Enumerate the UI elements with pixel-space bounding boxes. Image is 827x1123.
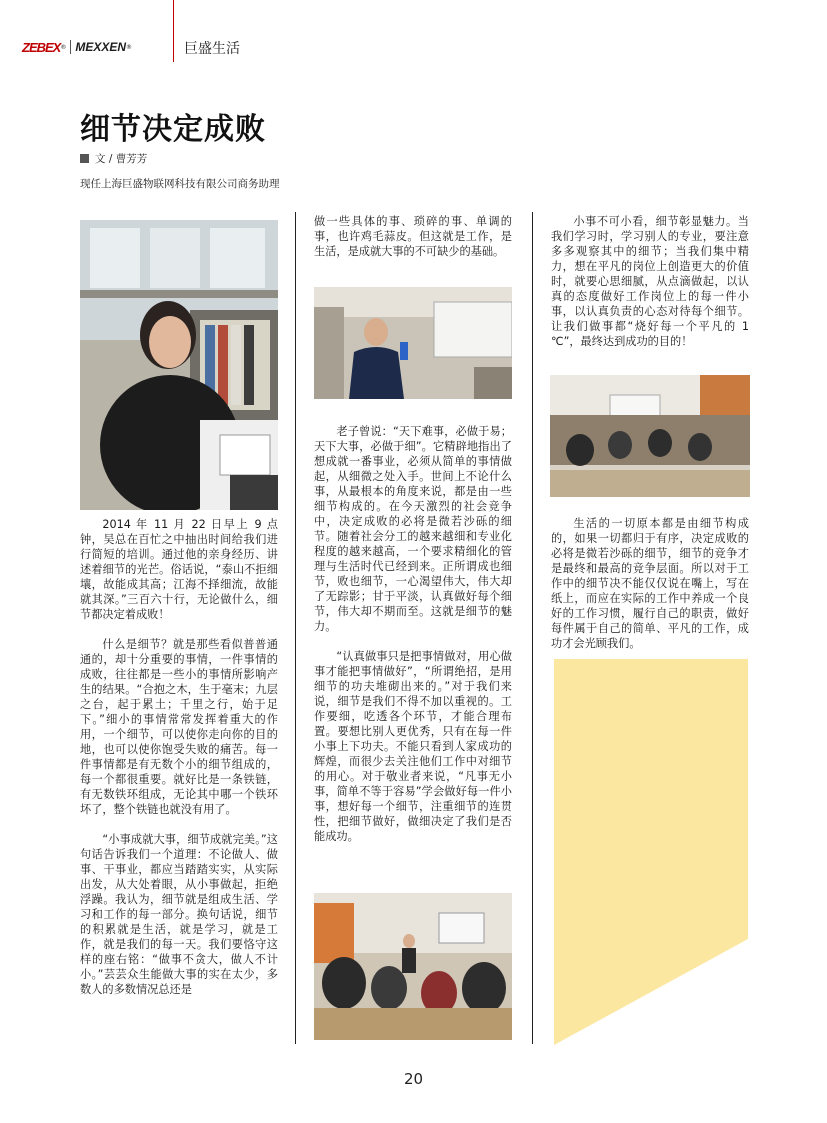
column-divider-2 bbox=[532, 212, 533, 1044]
paragraph: 做一些具体的事、琐碎的事、单调的事，也许鸡毛蒜皮。但这就是工作，是生活，是成就大事的不可缺少的基础。 bbox=[314, 215, 512, 258]
header-divider bbox=[173, 0, 174, 62]
yellow-decoration bbox=[554, 659, 748, 1045]
paragraph: 什么是细节？就是那些看似普普通通的，却十分重要的事情，一件事情的成败，往往都是一些小的事情所影响产生的结果。“合抱之木，生于毫末；九层之台，起于累土；千里之行，始于足下。”细小的事情常常发挥着重大的作用，一个细节，可以使你走向你的目的地，也可以使你饱受失败的痛苦。每一件事情都是有无数个小的细节组成的，每一个都很重要。就好比是一条铁链，有无数铁环组成，无论其中哪一个铁环坏了，整个铁链也就没有用了。 bbox=[80, 638, 278, 816]
column-divider-1 bbox=[295, 212, 296, 1044]
mexxen-logo: MEXXEN bbox=[75, 40, 127, 54]
column-2-body bbox=[314, 424, 512, 859]
author-role: 现任上海巨盛物联网科技有限公司商务助理 bbox=[80, 178, 280, 190]
section-label: 巨盛生活 bbox=[184, 41, 240, 57]
column-3-top bbox=[551, 214, 749, 364]
brand-logo: ZEBEX ® MEXXEN ® bbox=[22, 39, 133, 55]
zebex-logo: ZEBEX bbox=[22, 39, 61, 55]
training-photo-classroom bbox=[314, 893, 512, 1040]
paragraph: “认真做事只是把事情做对，用心做事才能把事情做好”，“所谓绝招，是用细节的功夫堆砌出来的。”对于我们来说，细节是我们不得不加以重视的。工作要细，吃透各个环节，才能合理布置。要想比别人更优秀，只有在每一件小事上下功夫。不能只看到人家成功的辉煌，而很少去关注他们工作中对细节的用心。对于敬业者来说，“凡事无小事，简单不等于容易”学会做好每一件小事，想好每一个细节，注重细节的连贯性，把细节做好，做细决定了我们是否能成功。 bbox=[314, 650, 512, 843]
byline-text: 文 / 曹芳芳 bbox=[95, 153, 148, 165]
byline bbox=[80, 151, 147, 166]
paragraph: 老子曾说：“天下难事，必做于易；天下大事，必做于细”。它精辟地指出了想成就一番事业，必须从简单的事情做起，从细微之处入手。世间上不论什么事，从最根本的角度来说，都是由一些细节构成的。在今天激烈的社会竞争中，决定成败的必将是微若沙砾的细节。随着社会分工的越来越细和专业化程度的越来越高，一个要求精细化的管理与生活时代已经到来。正所谓成也细节，败也细节，一心渴望伟大，伟大却了无踪影；甘于平淡，认真做好每个细节，伟大却不期而至。这就是细节的魅力。 bbox=[314, 425, 512, 633]
column-1 bbox=[80, 517, 278, 1012]
paragraph: 生活的一切原本都是由细节构成的，如果一切都归于有序，决定成败的必将是微若沙砾的细节，细节的竞争才是最终和最高的竞争层面。所以对于工作中的细节决不能仅仅说在嘴上，写在纸上，而应在实际的工作中养成一个良好的工作习惯，履行自己的职责，做好每件属于自己的简单、平凡的工作，成功才会光顾我们。 bbox=[551, 517, 749, 650]
column-3-body bbox=[551, 516, 749, 666]
paragraph: 小事不可小看，细节彰显魅力。当我们学习时，学习别人的专业，要注意多多观察其中的细节；当我们集中精力，想在平凡的岗位上创造更大的价值时，就要心思细腻，从点滴做起，以认真的态度做好工作岗位上的每一件小事，以认真负责的心态对待每个细节。让我们做事都“烧好每一个平凡的 1 ℃”，最终达到成功的目的！ bbox=[551, 215, 749, 348]
paragraph: “小事成就大事，细节成就完美。”这句话告诉我们一个道理：不论做人、做事、干事业，都应当踏踏实实，从实际出发，从大处着眼，从小事做起，拒绝浮躁。我认为，细节就是组成生活、学习和工作的每一部分。换句话说，细节的积累就是生活，就是学习，就是工作，就是我们的每一天。我们要恪守这样的座右铭：“做事不贪大，做人不计小。”芸芸众生能做大事的实在太少，多数人的多数情况总还是 bbox=[80, 833, 278, 996]
paragraph: 2014 年 11 月 22 日早上 9 点钟，吴总在百忙之中抽出时间给我们进行简短的培训。通过他的亲身经历、讲述着细节的光芒。俗话说，“泰山不拒细壤，故能成其高；江海不择细流，故能就其深。”三百六十行，无论做什么，细节都决定着成败！ bbox=[80, 518, 278, 621]
column-2-top bbox=[314, 214, 512, 274]
page-number: 20 bbox=[403, 1070, 424, 1088]
training-photo-room bbox=[550, 375, 750, 497]
author-photo bbox=[80, 220, 278, 510]
byline-square-icon bbox=[80, 154, 89, 163]
training-photo-speaker bbox=[314, 287, 512, 399]
article-title: 细节决定成败 bbox=[80, 112, 266, 147]
logo-divider bbox=[70, 40, 71, 54]
